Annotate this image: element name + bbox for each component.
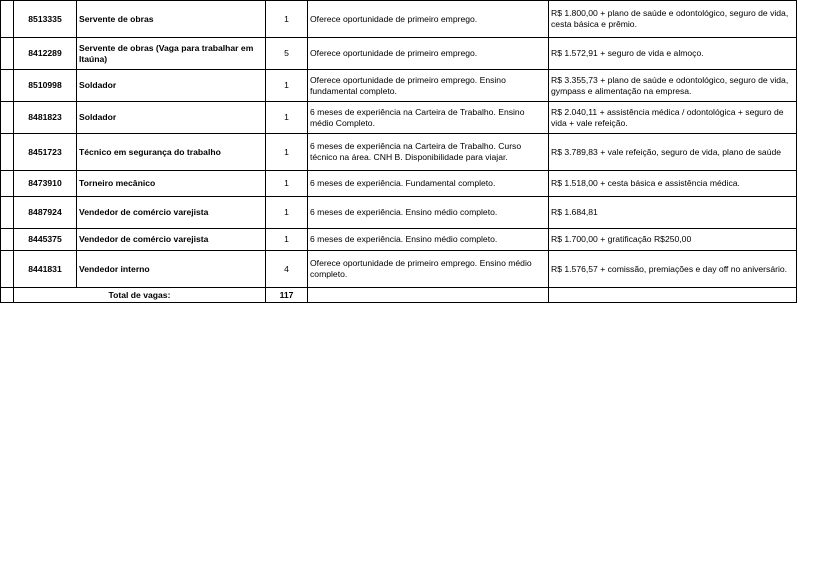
table-row (1, 102, 797, 134)
total-empty-cell (549, 288, 797, 303)
vacancy-code: 8473910 (14, 171, 77, 197)
vacancy-count: 1 (266, 197, 308, 229)
table-row (1, 1, 797, 38)
salary-benefits: R$ 1.576,57 + comissão, premiações e day off no aniversário. (549, 251, 797, 288)
requirements: 6 meses de experiência. Ensino médio completo. (308, 229, 549, 251)
vacancy-code: 8451723 (14, 134, 77, 171)
job-title: Vendedor interno (77, 251, 266, 288)
job-title: Servente de obras (77, 1, 266, 38)
total-value: 117 (266, 288, 308, 303)
vacancy-code: 8513335 (14, 1, 77, 38)
total-label: Total de vagas: (14, 288, 266, 303)
vacancy-code: 8412289 (14, 38, 77, 70)
table-row (1, 134, 797, 171)
salary-benefits: R$ 2.040,11 + assistência médica / odontológica + seguro de vida + vale refeição. (549, 102, 797, 134)
salary-benefits: R$ 1.518,00 + cesta básica e assistência médica. (549, 171, 797, 197)
vacancy-count: 1 (266, 1, 308, 38)
vacancy-code: 8445375 (14, 229, 77, 251)
requirements: Oferece oportunidade de primeiro emprego. (308, 38, 549, 70)
table-row (1, 171, 797, 197)
row-index-cell (1, 102, 14, 134)
table-row (1, 38, 797, 70)
vacancy-count: 1 (266, 229, 308, 251)
vacancy-count: 4 (266, 251, 308, 288)
salary-benefits: R$ 1.572,91 + seguro de vida e almoço. (549, 38, 797, 70)
vacancy-code: 8481823 (14, 102, 77, 134)
job-title: Técnico em segurança do trabalho (77, 134, 266, 171)
row-index-cell (1, 171, 14, 197)
vacancy-code: 8510998 (14, 70, 77, 102)
job-title: Torneiro mecânico (77, 171, 266, 197)
job-title: Vendedor de comércio varejista (77, 197, 266, 229)
table-row (1, 229, 797, 251)
salary-benefits: R$ 1.800,00 + plano de saúde e odontológico, seguro de vida, cesta básica e prêmio. (549, 1, 797, 38)
job-title: Soldador (77, 70, 266, 102)
vacancy-count: 1 (266, 102, 308, 134)
requirements: 6 meses de experiência na Carteira de Trabalho. Ensino médio Completo. (308, 102, 549, 134)
total-empty-cell (308, 288, 549, 303)
requirements: Oferece oportunidade de primeiro emprego. (308, 1, 549, 38)
job-title: Servente de obras (Vaga para trabalhar em Itaúna) (77, 38, 266, 70)
vacancy-count: 1 (266, 134, 308, 171)
salary-benefits: R$ 3.355,73 + plano de saúde e odontológico, seguro de vida, gympass e alimentação na empresa. (549, 70, 797, 102)
requirements: 6 meses de experiência. Ensino médio completo. (308, 197, 549, 229)
vacancy-code: 8441831 (14, 251, 77, 288)
total-index-cell (1, 288, 14, 303)
vacancy-code: 8487924 (14, 197, 77, 229)
row-index-cell (1, 70, 14, 102)
row-index-cell (1, 134, 14, 171)
salary-benefits: R$ 3.789,83 + vale refeição, seguro de vida, plano de saúde (549, 134, 797, 171)
requirements: Oferece oportunidade de primeiro emprego. Ensino médio completo. (308, 251, 549, 288)
row-index-cell (1, 251, 14, 288)
vacancies-table-body (1, 1, 797, 303)
requirements: 6 meses de experiência. Fundamental completo. (308, 171, 549, 197)
job-title: Vendedor de comércio varejista (77, 229, 266, 251)
salary-benefits: R$ 1.684,81 (549, 197, 797, 229)
requirements: 6 meses de experiência na Carteira de Trabalho. Curso técnico na área. CNH B. Disponibilidade para viajar. (308, 134, 549, 171)
total-row (1, 288, 797, 303)
row-index-cell (1, 38, 14, 70)
vacancy-count: 5 (266, 38, 308, 70)
job-title: Soldador (77, 102, 266, 134)
requirements: Oferece oportunidade de primeiro emprego. Ensino fundamental completo. (308, 70, 549, 102)
row-index-cell (1, 229, 14, 251)
row-index-cell (1, 1, 14, 38)
table-row (1, 197, 797, 229)
table-row (1, 251, 797, 288)
row-index-cell (1, 197, 14, 229)
table-row (1, 70, 797, 102)
vacancy-count: 1 (266, 171, 308, 197)
vacancy-count: 1 (266, 70, 308, 102)
salary-benefits: R$ 1.700,00 + gratificação R$250,00 (549, 229, 797, 251)
